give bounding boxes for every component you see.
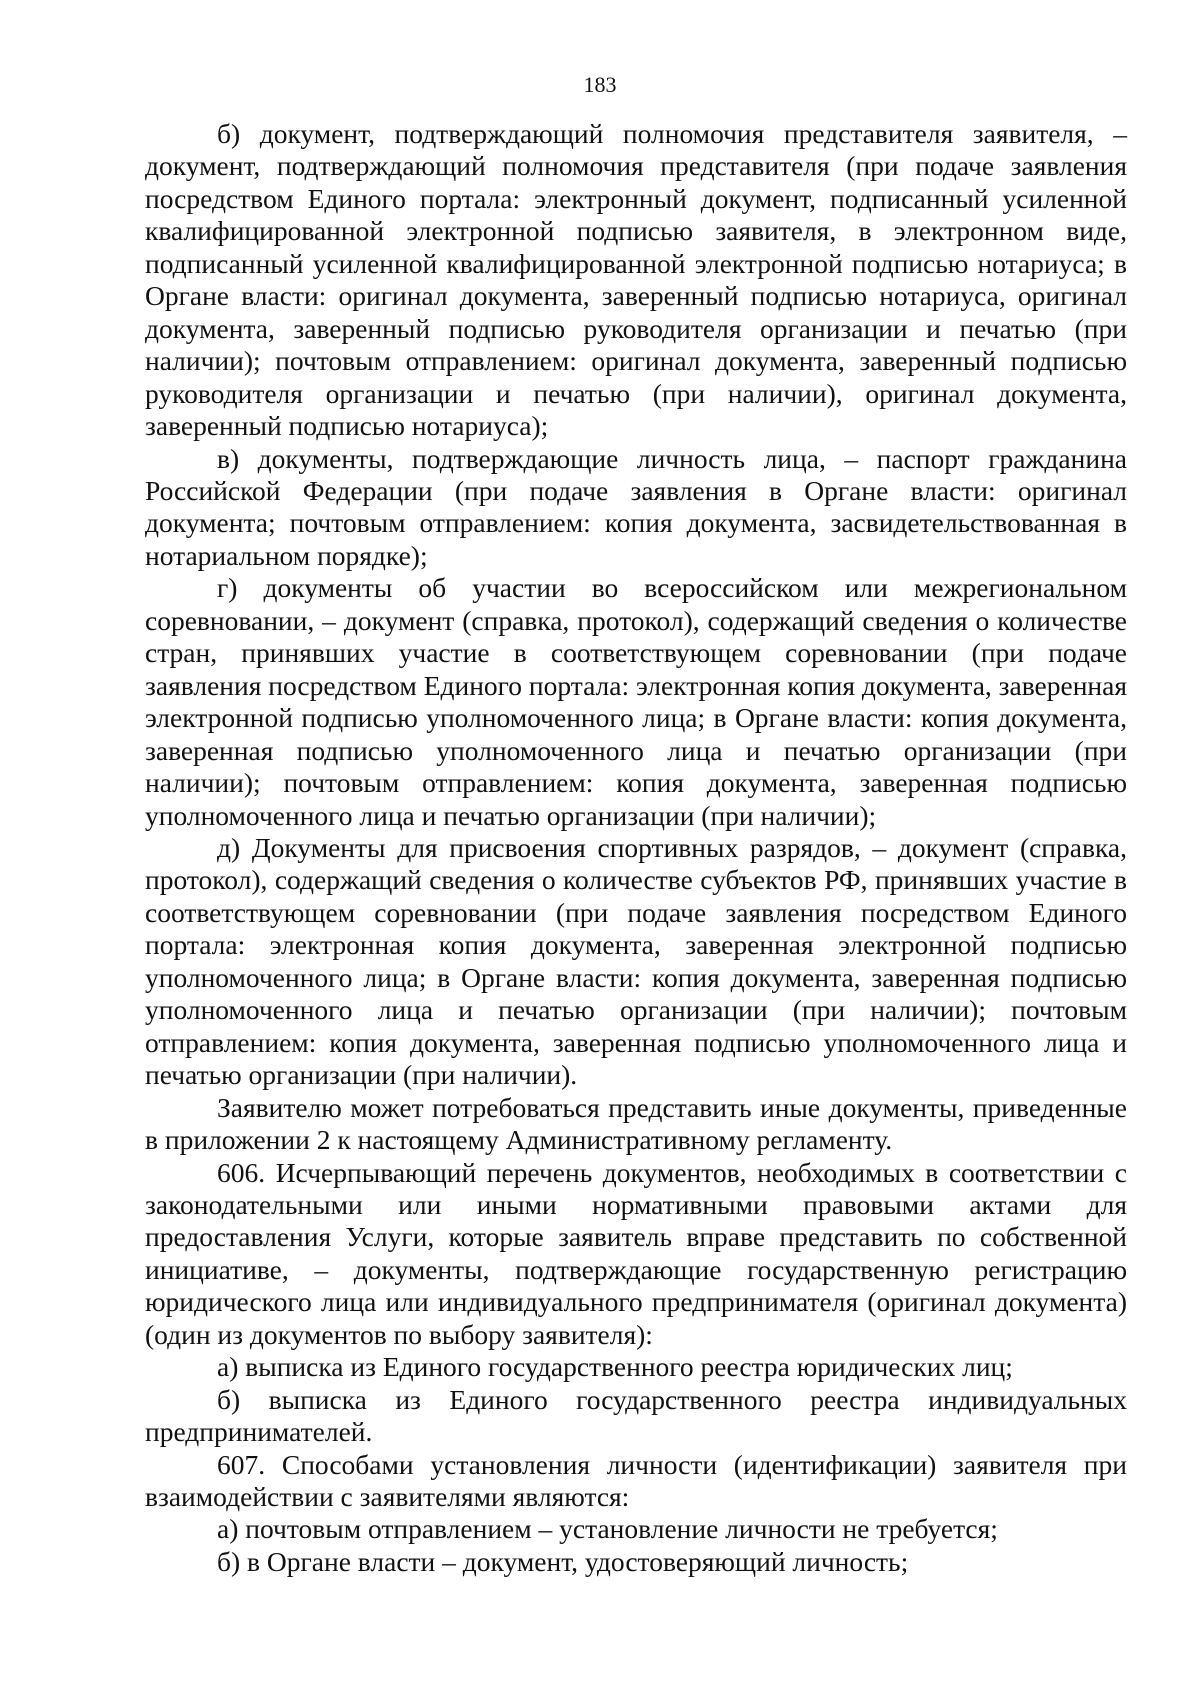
paragraph-b-representative-authority: б) документ, подтверждающий полномочия представителя заявителя, – документ, подтверждающий полномочия представителя (при подаче заявления посредством Единого портала: электронный документ, подписанный усиленной квалифицированной электронной подписью заявителя, в электронном виде, подписанный усиленной квалифицированной электронной подписью нотариуса; в Органе власти: оригинал документа, заверенный подписью нотариуса, оригинал документа, заверенный подписью руководителя организации и печатью (при наличии); почтовым отправлением: оригинал документа, заверенный подписью руководителя организации и печатью (при наличии), оригинал документа, заверенный подписью нотариуса);: [145, 118, 1127, 442]
paragraph-v-identity-documents: в) документы, подтверждающие личность лица, – паспорт гражданина Российской Федерации (при подаче заявления в Органе власти: оригинал документа; почтовым отправлением: копия документа, засвидетельствованная в нотариальном порядке);: [145, 442, 1127, 571]
paragraph-other-documents: Заявителю может потребоваться представить иные документы, приведенные в приложении 2 к настоящему Административному регламенту.: [145, 1091, 1127, 1156]
paragraph-g-competition-participation: г) документы об участии во всероссийском или межрегиональном соревновании, – документ (справка, протокол), содержащий сведения о количестве стран, принявших участие в соответствующем соревновании (при подаче заявления посредством Единого портала: электронная копия документа, заверенная электронной подписью уполномоченного лица; в Органе власти: копия документа, заверенная подписью уполномоченного лица и печатью организации (при наличии); почтовым отправлением: копия документа, заверенная подписью уполномоченного лица и печатью организации (при наличии);: [145, 572, 1127, 831]
paragraph-607-a: а) почтовым отправлением – установление личности не требуется;: [217, 1513, 998, 1545]
document-body: [145, 118, 1127, 1578]
paragraph-606-b: б) выписка из Единого государственного реестра индивидуальных предпринимателей.: [145, 1383, 1127, 1448]
page-number: 183: [583, 72, 617, 97]
paragraph-d-sport-ranks: д) Документы для присвоения спортивных разрядов, – документ (справка, протокол), содержащий сведения о количестве субъектов РФ, принявших участие в соответствующем соревновании (при подаче заявления посредством Единого портала: электронная копия документа, заверенная электронной подписью уполномоченного лица; в Органе власти: копия документа, заверенная подписью уполномоченного лица и печатью организации (при наличии); почтовым отправлением: копия документа, заверенная подписью уполномоченного лица и печатью организации (при наличии).: [145, 831, 1127, 1091]
paragraph-607-b: б) в Органе власти – документ, удостоверяющий личность;: [217, 1545, 909, 1577]
paragraph-606-a: а) выписка из Единого государственного реестра юридических лиц;: [217, 1351, 1013, 1383]
paragraph-607: 607. Способами установления личности (идентификации) заявителя при взаимодействии с заявителями являются:: [145, 1448, 1127, 1513]
paragraph-606: 606. Исчерпывающий перечень документов, необходимых в соответствии с законодательными или иными нормативными правовыми актами для предоставления Услуги, которые заявитель вправе представить по собственной инициативе, – документы, подтверждающие государственную регистрацию юридического лица или индивидуального предпринимателя (оригинал документа) (один из документов по выбору заявителя):: [145, 1156, 1127, 1350]
